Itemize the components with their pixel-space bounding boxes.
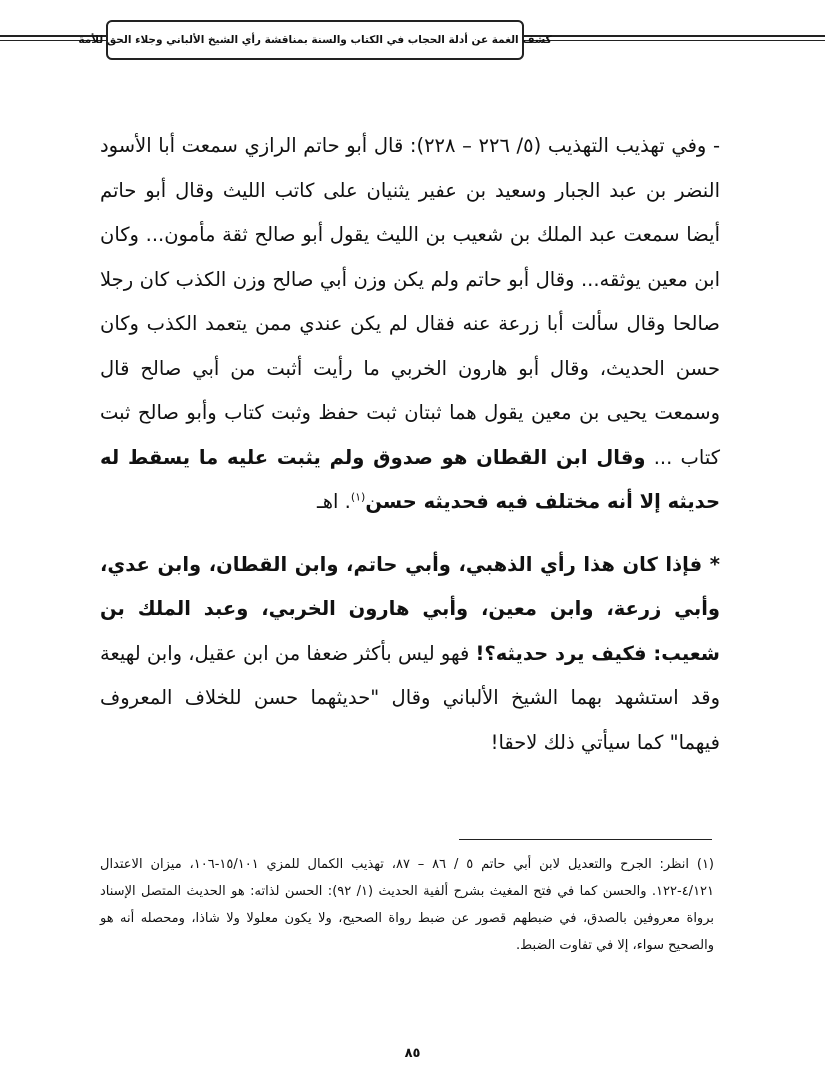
paragraph-1-bold: وقال ابن القطان هو صدوق ولم يثبت عليه ما يسقط له حديثه إلا أنه مختلف فيه فحديثه حسن xyxy=(100,445,720,513)
paragraph-2 xyxy=(100,543,720,766)
paragraph-1-end: . اهـ xyxy=(317,490,351,513)
header-box xyxy=(78,20,552,60)
paragraph-2-bold: * فإذا كان هذا رأي الذهبي، وأبي حاتم، وابن القطان، وابن عدي، وأبي زرعة، وابن معين، وأبي هارون الخربي، وعبد الملك بن شعيب: فكيف يرد حديثه؟! xyxy=(100,552,720,665)
footnote-separator xyxy=(459,839,712,840)
main-text xyxy=(100,124,720,765)
running-title: كشف الغمة عن أدلة الحجاب في الكتاب والسنة بمناقشة رأي الشيخ الألباني وجلاء الحق للأمة xyxy=(78,34,552,46)
paragraph-1-text: - وفي تهذيب التهذيب (٥/ ٢٢٦ – ٢٢٨): قال أبو حاتم الرازي سمعت أبا الأسود النضر بن عبد الجبار وسعيد بن عفير يثنيان على كاتب الليث وقال أبو حاتم أيضا سمعت عبد الملك بن شعيب بن الليث يقول أبو صالح ثقة مأمون... وكان ابن معين يوثقه... وقال أبو حاتم ولم يكن وزن أبي صالح وزن الكذب كان رجلا صالحا وقال سألت أبا زرعة عنه فقال لم يكن عندي ممن يتعمد الكذب وكان حسن الحديث، وقال أبو هارون الخربي ما رأيت أثبت من أبي صالح قال وسمعت يحيى بن معين يقول هما ثبتان ثبت حفظ وثبت كتاب وأبو صالح ثبت كتاب ... xyxy=(100,134,720,469)
page-number: ٨٥ xyxy=(404,1046,421,1061)
footnote-ref[interactable]: (١) xyxy=(350,490,366,504)
footnote xyxy=(100,851,714,959)
paragraph-1 xyxy=(100,124,720,525)
paragraph-2-text: فهو ليس بأكثر ضعفا من ابن عقيل، وابن لهيعة وقد استشهد بهما الشيخ الألباني وقال "حديثهما حسن للخلاف المعروف فيهما" كما سيأتي ذلك لاحقا! xyxy=(100,641,720,754)
footnote-text: (١) انظر: الجرح والتعديل لابن أبي حاتم ٥ / ٨٦ – ٨٧، تهذيب الكمال للمزي ١٥/١٠١-١٠٦، ميزان الاعتدال ٤/١٢١-١٢٢. والحسن كما في فتح المغيث بشرح ألفية الحديث (١/ ٩٢): الحسن لذاته: هو الحديث المتصل الإسناد برواة معروفين بالصدق، في ضبطهم قصور عن ضبط رواة الصحيح، ولا يكون معلولا ولا شاذا، ومحصله أنه هو والصحيح سواء، إلا في تفاوت الضبط. xyxy=(100,857,715,953)
